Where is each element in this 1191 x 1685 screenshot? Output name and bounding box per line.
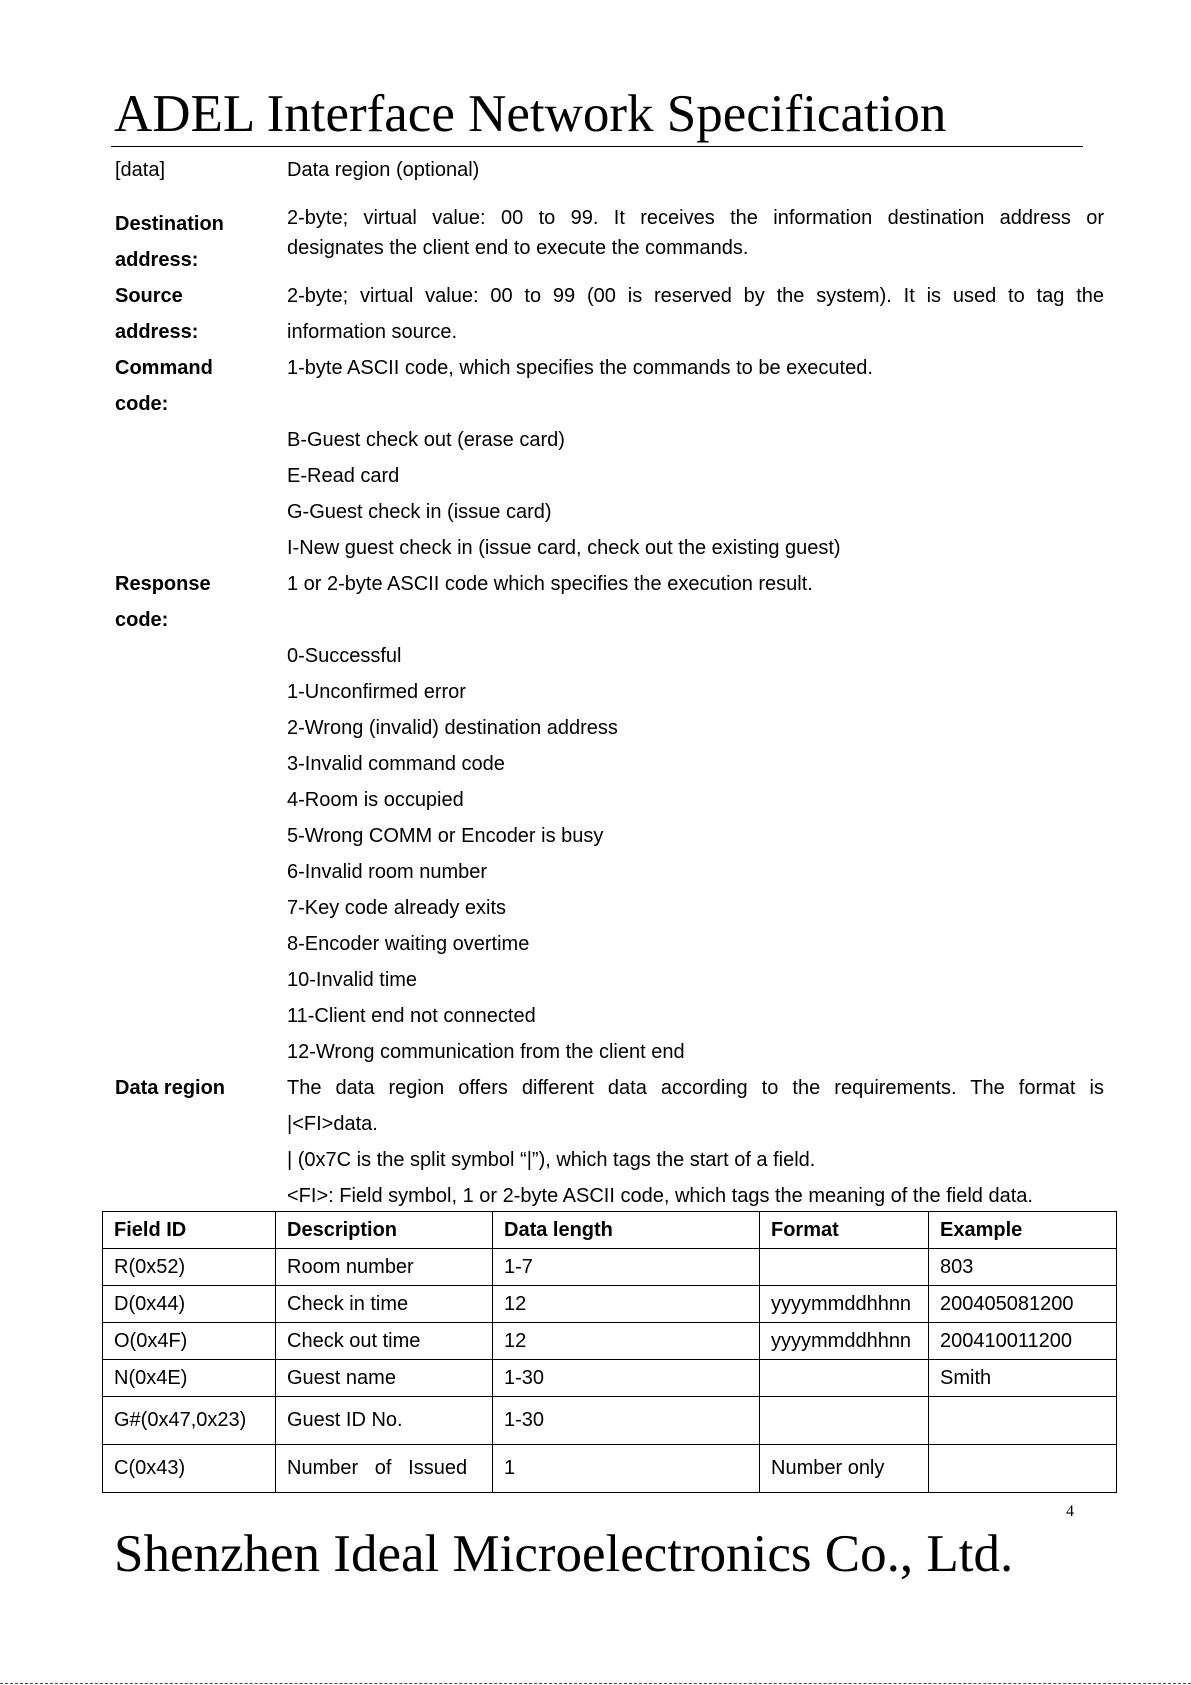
split-symbol-note: | (0x7C is the split symbol “|”), which tags the start of a field.: [287, 1149, 816, 1171]
table-cell: yyyymmddhhnn: [760, 1286, 929, 1323]
header-divider: [111, 146, 1083, 147]
response-item: 8-Encoder waiting overtime: [287, 933, 530, 955]
table-cell: C(0x43): [103, 1445, 276, 1493]
response-item: 3-Invalid command code: [287, 753, 505, 775]
source-description: 2-byte; virtual value: 00 to 99 (00 is reserved by the system). It is used to tag the: [287, 285, 1104, 307]
response-item: 12-Wrong communication from the client end: [287, 1041, 685, 1063]
table-cell: 1-30: [493, 1397, 760, 1445]
source-description-line2: information source.: [287, 321, 458, 343]
destination-label: Destination: [115, 213, 224, 235]
page-bottom-edge: [0, 1683, 1191, 1684]
column-header: Data length: [493, 1212, 760, 1249]
response-item: 6-Invalid room number: [287, 861, 488, 883]
table-row: [103, 1249, 1117, 1286]
table-cell: Room number: [276, 1249, 493, 1286]
page-number: 4: [1066, 1503, 1074, 1520]
table-cell: 1-30: [493, 1360, 760, 1397]
command-item: G-Guest check in (issue card): [287, 501, 552, 523]
table-cell: 200405081200: [929, 1286, 1117, 1323]
table-cell: D(0x44): [103, 1286, 276, 1323]
response-item: 7-Key code already exits: [287, 897, 507, 919]
table-row: [103, 1286, 1117, 1323]
source-label: Source: [115, 285, 183, 307]
table-cell: N(0x4E): [103, 1360, 276, 1397]
table-cell: 12: [493, 1323, 760, 1360]
table-cell: R(0x52): [103, 1249, 276, 1286]
table-row: [103, 1360, 1117, 1397]
response-item: 4-Room is occupied: [287, 789, 464, 811]
destination-label-line2: address:: [115, 249, 199, 271]
table-cell: 200410011200: [929, 1323, 1117, 1360]
response-item: 2-Wrong (invalid) destination address: [287, 717, 618, 739]
destination-description-line2: designates the client end to execute the commands.: [287, 237, 749, 259]
command-item: E-Read card: [287, 465, 400, 487]
table-cell: Number only: [760, 1445, 929, 1493]
table-cell: 1-7: [493, 1249, 760, 1286]
command-label: Command: [115, 357, 213, 379]
data-label: [data]: [115, 159, 166, 181]
response-item: 10-Invalid time: [287, 969, 418, 991]
table-cell: 12: [493, 1286, 760, 1323]
command-item: B-Guest check out (erase card): [287, 429, 565, 451]
table-cell: O(0x4F): [103, 1323, 276, 1360]
field-table: [102, 1211, 1117, 1493]
table-cell: Guest ID No.: [276, 1397, 493, 1445]
command-description: 1-byte ASCII code, which specifies the commands to be executed.: [287, 357, 873, 379]
table-cell: Guest name: [276, 1360, 493, 1397]
table-cell: [929, 1397, 1117, 1445]
data-region-format: |<FI>data.: [287, 1113, 378, 1135]
footer-company-name: Shenzhen Ideal Microelectronics Co., Ltd.: [114, 1525, 1014, 1583]
table-row: [103, 1397, 1117, 1445]
table-cell: 803: [929, 1249, 1117, 1286]
table-header-row: [103, 1212, 1117, 1249]
response-description: 1 or 2-byte ASCII code which specifies the execution result.: [287, 573, 813, 595]
table-cell: [929, 1445, 1117, 1493]
table-cell: 1: [493, 1445, 760, 1493]
table-cell: G#(0x47,0x23): [103, 1397, 276, 1445]
response-item: 0-Successful: [287, 645, 402, 667]
page-header-title: ADEL Interface Network Specification: [114, 85, 947, 143]
table-cell: [760, 1249, 929, 1286]
table-cell: Smith: [929, 1360, 1117, 1397]
column-header: Field ID: [103, 1212, 276, 1249]
table-cell: [760, 1360, 929, 1397]
destination-description: 2-byte; virtual value: 00 to 99. It receives the information destination address or: [287, 207, 1104, 229]
response-item: 5-Wrong COMM or Encoder is busy: [287, 825, 604, 847]
response-item: 11-Client end not connected: [287, 1005, 536, 1027]
data-region-description: The data region offers different data according to the requirements. The format is: [287, 1077, 1104, 1099]
source-label-line2: address:: [115, 321, 199, 343]
table-row: [103, 1445, 1117, 1493]
table-cell: Check in time: [276, 1286, 493, 1323]
response-item: 1-Unconfirmed error: [287, 681, 466, 703]
response-label: Response: [115, 573, 211, 595]
data-description: Data region (optional): [287, 159, 480, 181]
field-symbol-note: <FI>: Field symbol, 1 or 2-byte ASCII code, which tags the meaning of the field data.: [287, 1185, 1033, 1207]
table-cell: [760, 1397, 929, 1445]
command-item: I-New guest check in (issue card, check out the existing guest): [287, 537, 841, 559]
table-cell: Check out time: [276, 1323, 493, 1360]
column-header: Description: [276, 1212, 493, 1249]
table-row: [103, 1323, 1117, 1360]
table-cell: Number of Issued: [276, 1445, 493, 1493]
column-header: Example: [929, 1212, 1117, 1249]
data-region-label: Data region: [115, 1077, 226, 1099]
column-header: Format: [760, 1212, 929, 1249]
response-label-line2: code:: [115, 609, 169, 631]
command-label-line2: code:: [115, 393, 169, 415]
table-cell: yyyymmddhhnn: [760, 1323, 929, 1360]
